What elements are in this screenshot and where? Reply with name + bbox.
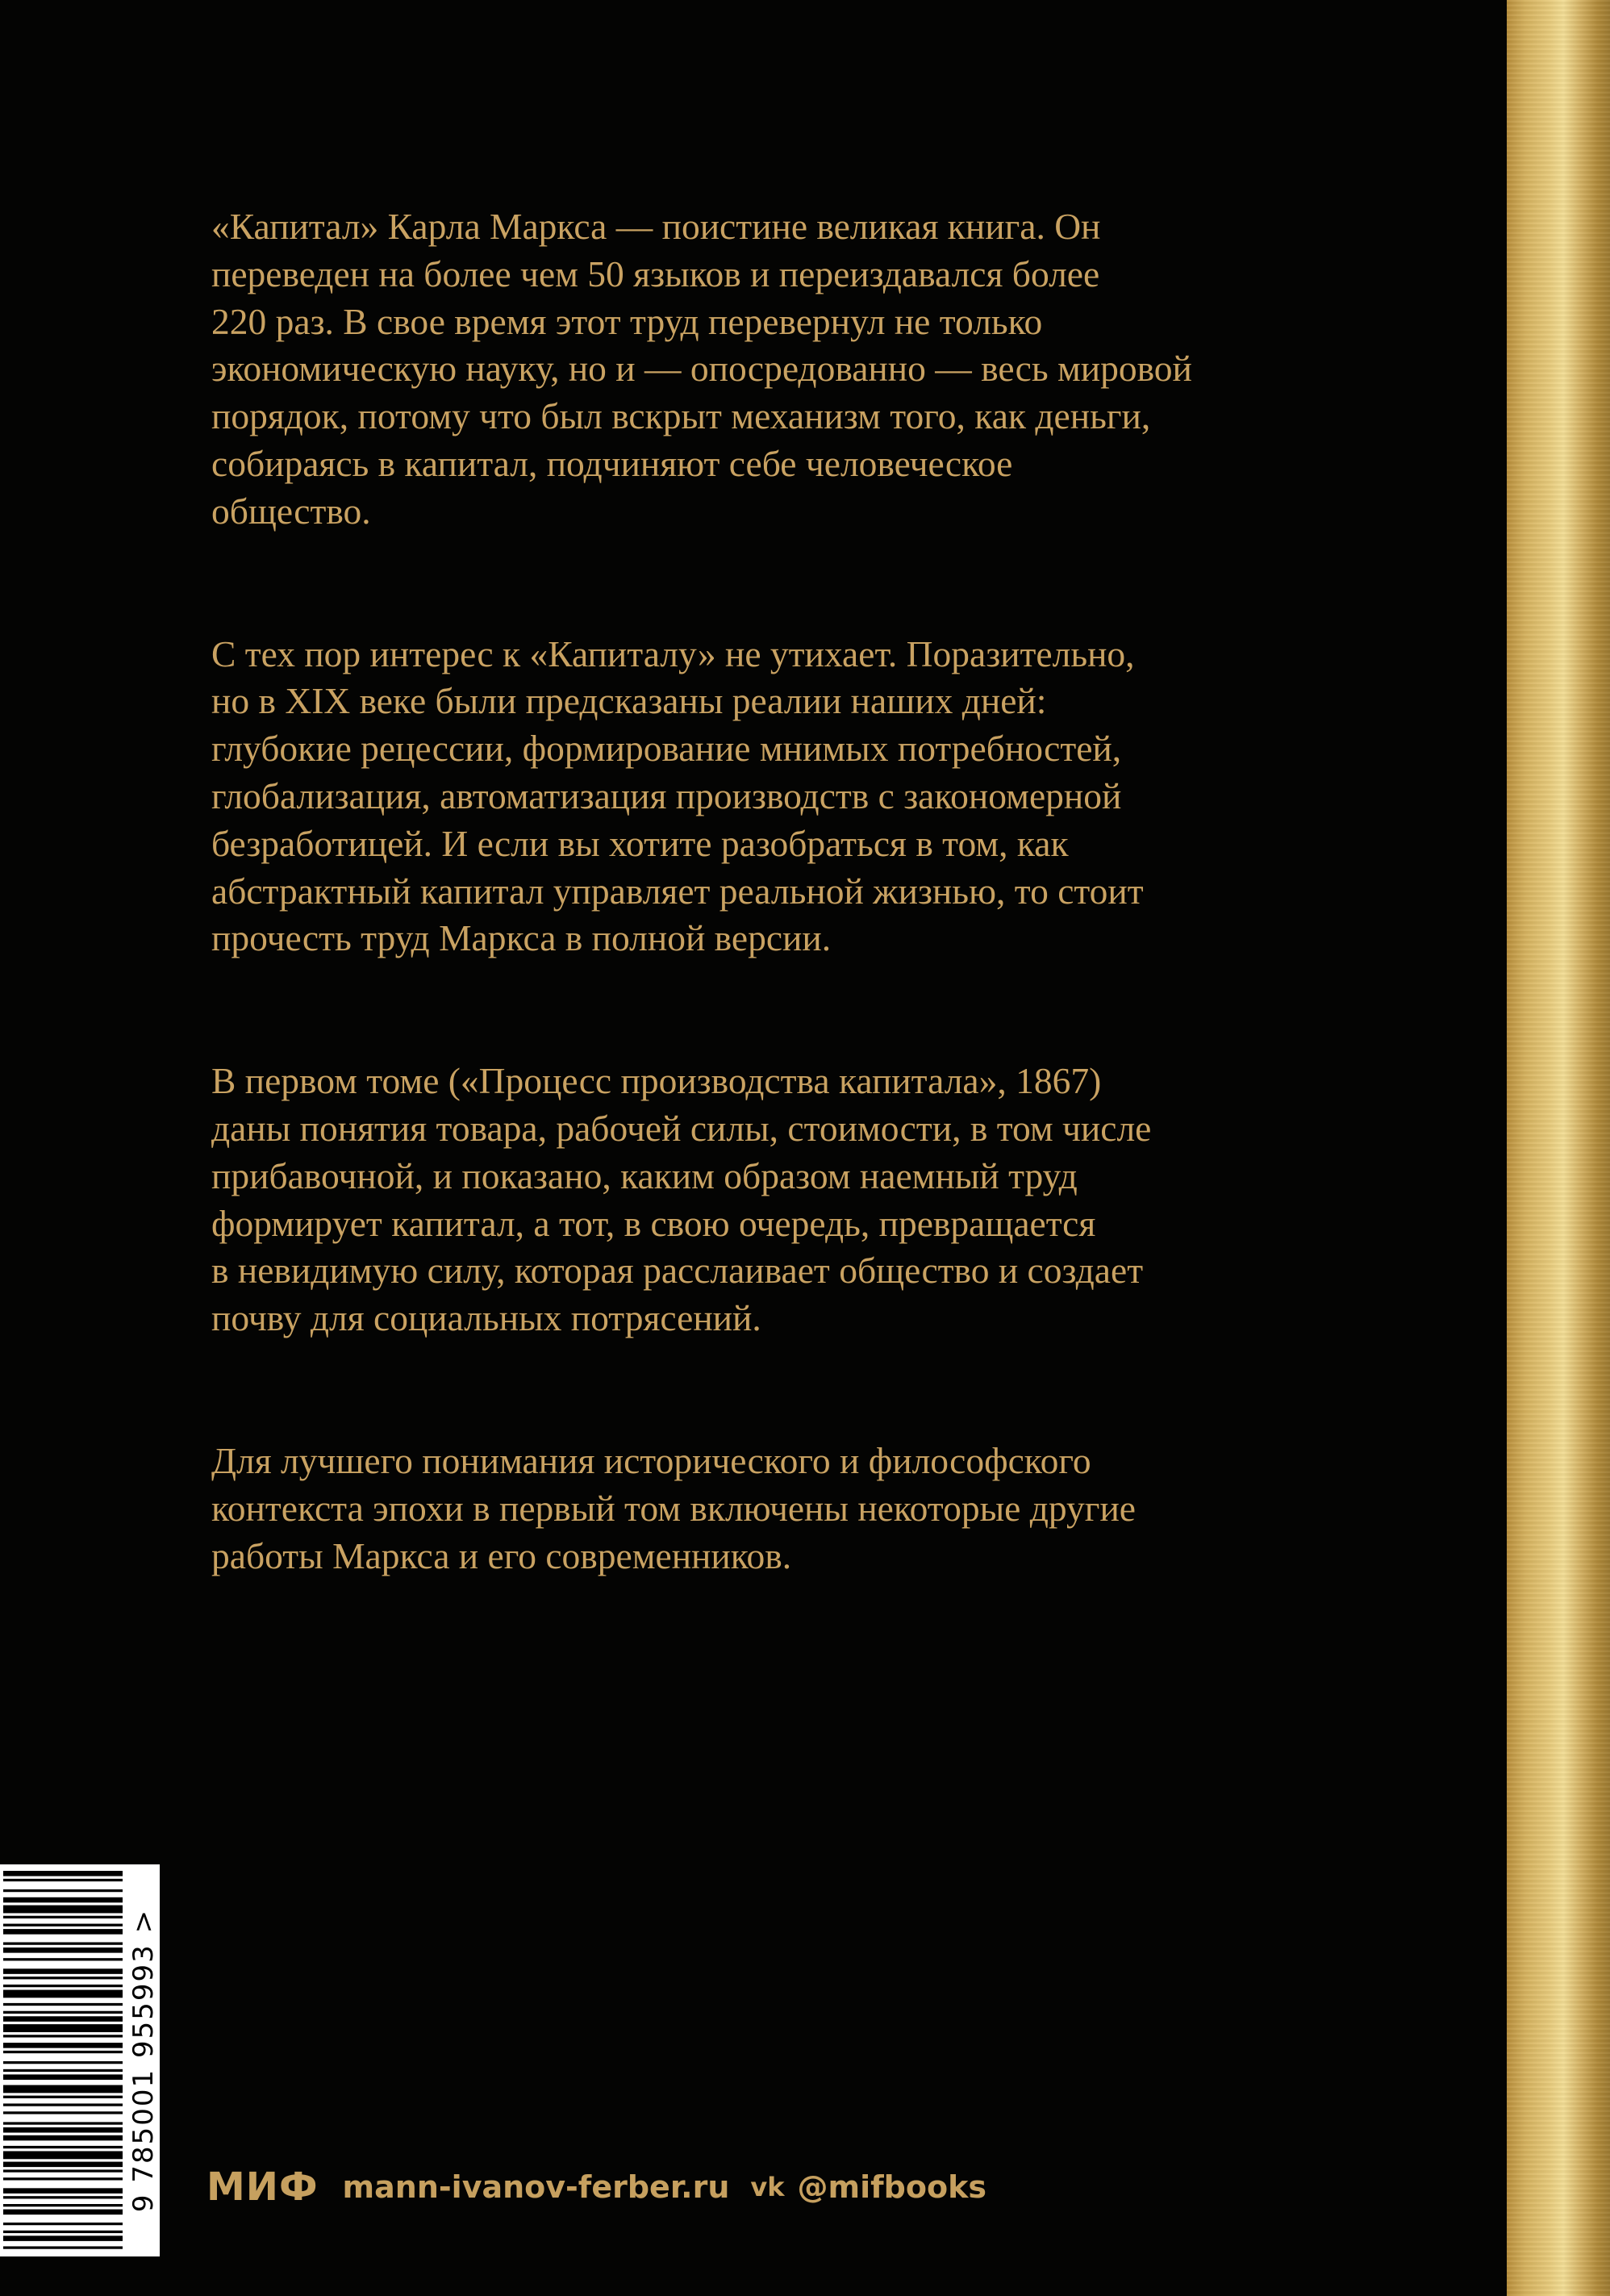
barcode-bar xyxy=(3,1879,123,1881)
barcode-bar xyxy=(3,2122,123,2124)
description-paragraph-3: В первом томе («Процесс производства капитала», 1867) даны понятия товара, рабочей силы, стоимости, в том числе прибавочной, и показано, каким образом наемный труд формирует капитал, а тот, в свою очередь, превращается в невидимую силу, которая расслаивает общество и создает почву для социальных потрясений. xyxy=(211,1060,1152,1339)
barcode-bar xyxy=(3,1958,123,1960)
barcode-bar xyxy=(3,1871,123,1876)
barcode-bar xyxy=(3,2003,123,2006)
barcode-bar xyxy=(3,1897,123,1903)
barcode-bar xyxy=(3,2051,123,2053)
barcode-bar xyxy=(3,1889,123,1892)
barcode-bar xyxy=(3,2135,123,2141)
barcode-bar xyxy=(3,2223,123,2225)
barcode-bar xyxy=(3,2210,123,2215)
barcode-bar xyxy=(3,1985,123,1987)
barcode-bar xyxy=(3,2011,123,2014)
barcode-bar xyxy=(3,2096,123,2098)
publisher-website-link[interactable]: mann-ivanov-ferber.ru xyxy=(342,2169,730,2205)
isbn-barcode xyxy=(0,1864,160,2256)
vk-icon[interactable]: vk xyxy=(750,2172,785,2202)
barcode-bar xyxy=(3,1943,123,1945)
barcode-bar xyxy=(3,2103,123,2106)
barcode-bar xyxy=(3,2061,123,2064)
barcode-bar xyxy=(3,1968,123,1974)
barcode-bar xyxy=(3,2043,123,2048)
barcode-bar xyxy=(3,1924,123,1927)
barcode-bar xyxy=(3,2085,123,2094)
barcode-bar xyxy=(3,2169,123,2172)
barcode-bar xyxy=(3,2016,123,2022)
barcode-bar xyxy=(3,2074,123,2080)
barcode-bar xyxy=(3,2111,123,2114)
barcode-bar xyxy=(3,2177,123,2180)
barcode-bar xyxy=(3,1947,123,1953)
barcode-bars xyxy=(3,1871,123,2252)
barcode-bar xyxy=(3,1929,123,1935)
barcode-bar xyxy=(3,2196,123,2198)
barcode-bar xyxy=(3,2024,123,2032)
description-paragraph-1: «Капитал» Карла Маркса — поистине великая книга. Он переведен на более чем 50 языков и переиздавался более 220 раз. В свое время этот труд перевернул не только экономическую науку, но и — опосредованно — весь мировой порядок, потому что был вскрыт механизм того, как деньги, собираясь в капитал, подчиняют себе человеческое общество. xyxy=(211,206,1192,532)
description-paragraph-2: С тех пор интерес к «Капиталу» не утихает. Поразительно, но в XIX веке были предсказаны реалии наших дней: глубокие рецессии, формирование мнимых потребностей, глобализация, автоматизация производств с закономерной безработицей. И если вы хотите разобраться в том, как абстрактный капитал управляет реальной жизнью, то стоит прочесть труд Маркса в полной версии. xyxy=(211,632,1144,959)
barcode-bar xyxy=(3,2188,123,2194)
barcode-bar xyxy=(3,2246,123,2248)
description-paragraph-4: Для лучшего понимания исторического и философского контекста эпохи в первый том включены некоторые другие работы Маркса и его современников. xyxy=(211,1439,1136,1576)
barcode-bar xyxy=(3,2231,123,2233)
barcode-bar xyxy=(3,1977,123,1979)
barcode-bar xyxy=(3,2035,123,2037)
barcode-digits xyxy=(127,1864,160,2256)
publisher-footer xyxy=(206,2165,986,2210)
book-description xyxy=(211,203,1397,1580)
barcode-bar xyxy=(3,2151,123,2159)
barcode-bar xyxy=(3,2146,123,2148)
publisher-logo: МИФ xyxy=(206,2165,319,2210)
barcode-bar xyxy=(3,2204,123,2206)
barcode-bar xyxy=(3,2235,123,2241)
barcode-number: 9 785001 955993 > xyxy=(127,1908,160,2213)
barcode-bar xyxy=(3,2127,123,2133)
barcode-bar xyxy=(3,2069,123,2072)
barcode-bar xyxy=(3,1906,123,1914)
barcode-bar xyxy=(3,1916,123,1918)
gold-spine-edge xyxy=(1507,0,1610,2296)
barcode-bar xyxy=(3,1990,123,1998)
barcode-bar xyxy=(3,2162,123,2168)
social-handle-link[interactable]: @mifbooks xyxy=(797,2169,986,2205)
